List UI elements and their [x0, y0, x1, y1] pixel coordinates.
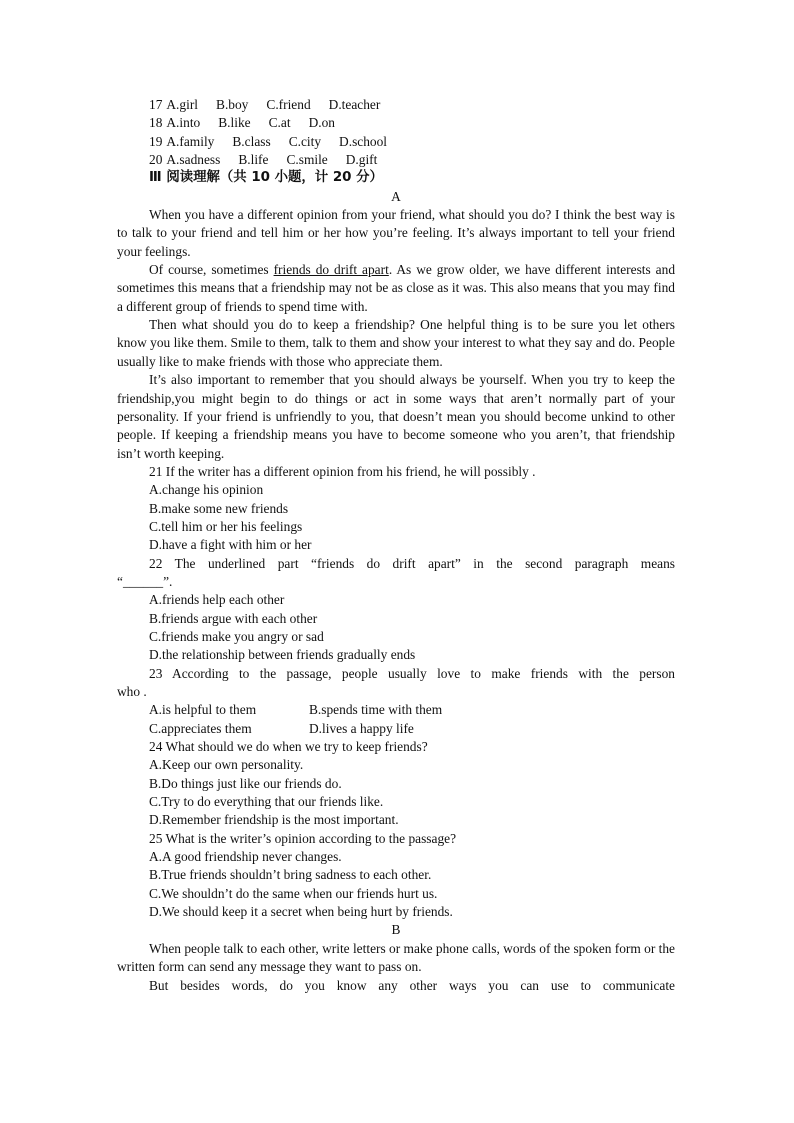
- option-c: C.appreciates them: [149, 720, 252, 736]
- question-number: 17: [149, 97, 163, 112]
- option-d: D.Remember friendship is the most important.: [149, 812, 399, 828]
- option-d: D.have a fight with him or her: [149, 537, 312, 553]
- question-stem: 24 What should we do when we try to keep friends?: [149, 739, 428, 755]
- passage-b-paragraph-2: But besides words, do you know any other ways you can use to communicate: [149, 977, 675, 993]
- question-blank: “______”.: [117, 573, 173, 589]
- options-row-ab: [117, 701, 675, 719]
- option-b: B.boy: [216, 97, 249, 112]
- option-c: C.tell him or her his feelings: [149, 518, 303, 534]
- option-c: C.smile: [286, 152, 328, 168]
- question-23: [117, 665, 675, 738]
- option-b: B.spends time with them: [309, 702, 443, 718]
- paragraph-text: . As we grow older, we have different interests and sometimes this means that a friendship may not be as close as it was. This also means that you may find a different group of friends to spend time with.: [117, 262, 676, 314]
- question-24: [117, 738, 675, 830]
- option-b: B.friends argue with each other: [149, 610, 318, 626]
- question-stem: 21 If the writer has a different opinion from his friend, he will possibly .: [149, 463, 536, 479]
- question-21: [117, 463, 675, 555]
- option-c: C.Try to do everything that our friends like.: [149, 794, 384, 810]
- option-d: D.gift: [345, 152, 378, 168]
- question-25: [117, 830, 675, 922]
- option-c: C.friends make you angry or sad: [149, 628, 324, 644]
- option-d: D.school: [339, 133, 388, 149]
- question-stem-end: who .: [117, 684, 147, 699]
- underlined-phrase: friends do drift apart: [273, 262, 389, 278]
- option-b: B.class: [232, 133, 271, 149]
- question-19: [117, 133, 675, 151]
- passage-a-paragraph-3: Then what should you do to keep a friendship? One helpful thing is to be sure you let others know you like them. Smile to them, talk to them and show your interest to what they say and do. People usually like to make friends with those who appreciate them.: [117, 317, 675, 369]
- question-17: [117, 96, 675, 114]
- question-stem: 25 What is the writer’s opinion according to the passage?: [149, 830, 457, 846]
- option-a: A.friends help each other: [149, 592, 285, 608]
- question-number: 20: [149, 152, 163, 168]
- option-d: D.the relationship between friends gradually ends: [149, 647, 416, 663]
- passage-a-paragraph-4: It’s also important to remember that you should always be yourself. When you try to keep the friendship,you might begin to do things or act in some ways that aren’t normally part of your personality. If your friend is unfriendly to you, that doesn’t mean you should become unkind to other people. If keeping a friendship means you have to become someone who you aren’t, that friendship isn’t worth keeping.: [117, 372, 675, 461]
- option-c: C.friend: [266, 97, 311, 112]
- passage-a-paragraph-1: When you have a different opinion from your friend, what should you do? I think the best way is to talk to your friend and tell him or her how you’re feeling. It’s always important to tell your friend your feelings.: [117, 207, 675, 259]
- option-d: D.on: [308, 115, 335, 131]
- passage-b-label: B: [391, 922, 401, 938]
- option-c: C.at: [268, 115, 291, 131]
- option-b: B.make some new friends: [149, 500, 289, 516]
- option-d: D.We should keep it a secret when being hurt by friends.: [149, 904, 453, 920]
- option-a: A.is helpful to them: [149, 702, 257, 718]
- option-a: A.A good friendship never changes.: [149, 849, 342, 865]
- question-18: [117, 114, 675, 132]
- paragraph-text: Of course, sometimes: [149, 262, 274, 278]
- option-a: A.into: [166, 115, 201, 131]
- option-b: B.like: [218, 115, 251, 131]
- question-22: [117, 555, 675, 665]
- question-stem: 23 According to the passage, people usually love to make friends with the person: [149, 665, 675, 681]
- option-c: C.city: [288, 133, 322, 149]
- question-20: [117, 151, 675, 169]
- option-a: A.family: [166, 133, 215, 149]
- option-a: A.Keep our own personality.: [149, 757, 304, 773]
- option-c: C.We shouldn’t do the same when our friends hurt us.: [149, 885, 438, 901]
- exam-page: [117, 96, 675, 995]
- question-number: 18: [149, 115, 163, 131]
- option-d: D.teacher: [328, 97, 381, 112]
- passage-b-paragraph-1: When people talk to each other, write letters or make phone calls, words of the spoken form or the written form can send any message they want to pass on.: [117, 940, 675, 975]
- question-stem: 22 The underlined part “friends do drift apart” in the second paragraph means: [149, 555, 675, 571]
- option-a: A.sadness: [166, 152, 221, 168]
- options-row-cd: [117, 720, 675, 738]
- cloze-options: [117, 96, 675, 169]
- option-b: B.True friends shouldn’t bring sadness to each other.: [149, 867, 432, 883]
- passage-a-label: A: [391, 188, 401, 204]
- question-number: 19: [149, 133, 163, 149]
- section-heading: Ⅲ 阅读理解（共 10 小题，计 20 分）: [149, 170, 383, 186]
- option-d: D.lives a happy life: [309, 720, 414, 736]
- option-a: A.change his opinion: [149, 482, 264, 498]
- option-b: B.life: [238, 152, 269, 168]
- passage-a-paragraph-2: [117, 261, 675, 316]
- option-a: A.girl: [166, 97, 199, 112]
- option-b: B.Do things just like our friends do.: [149, 775, 342, 791]
